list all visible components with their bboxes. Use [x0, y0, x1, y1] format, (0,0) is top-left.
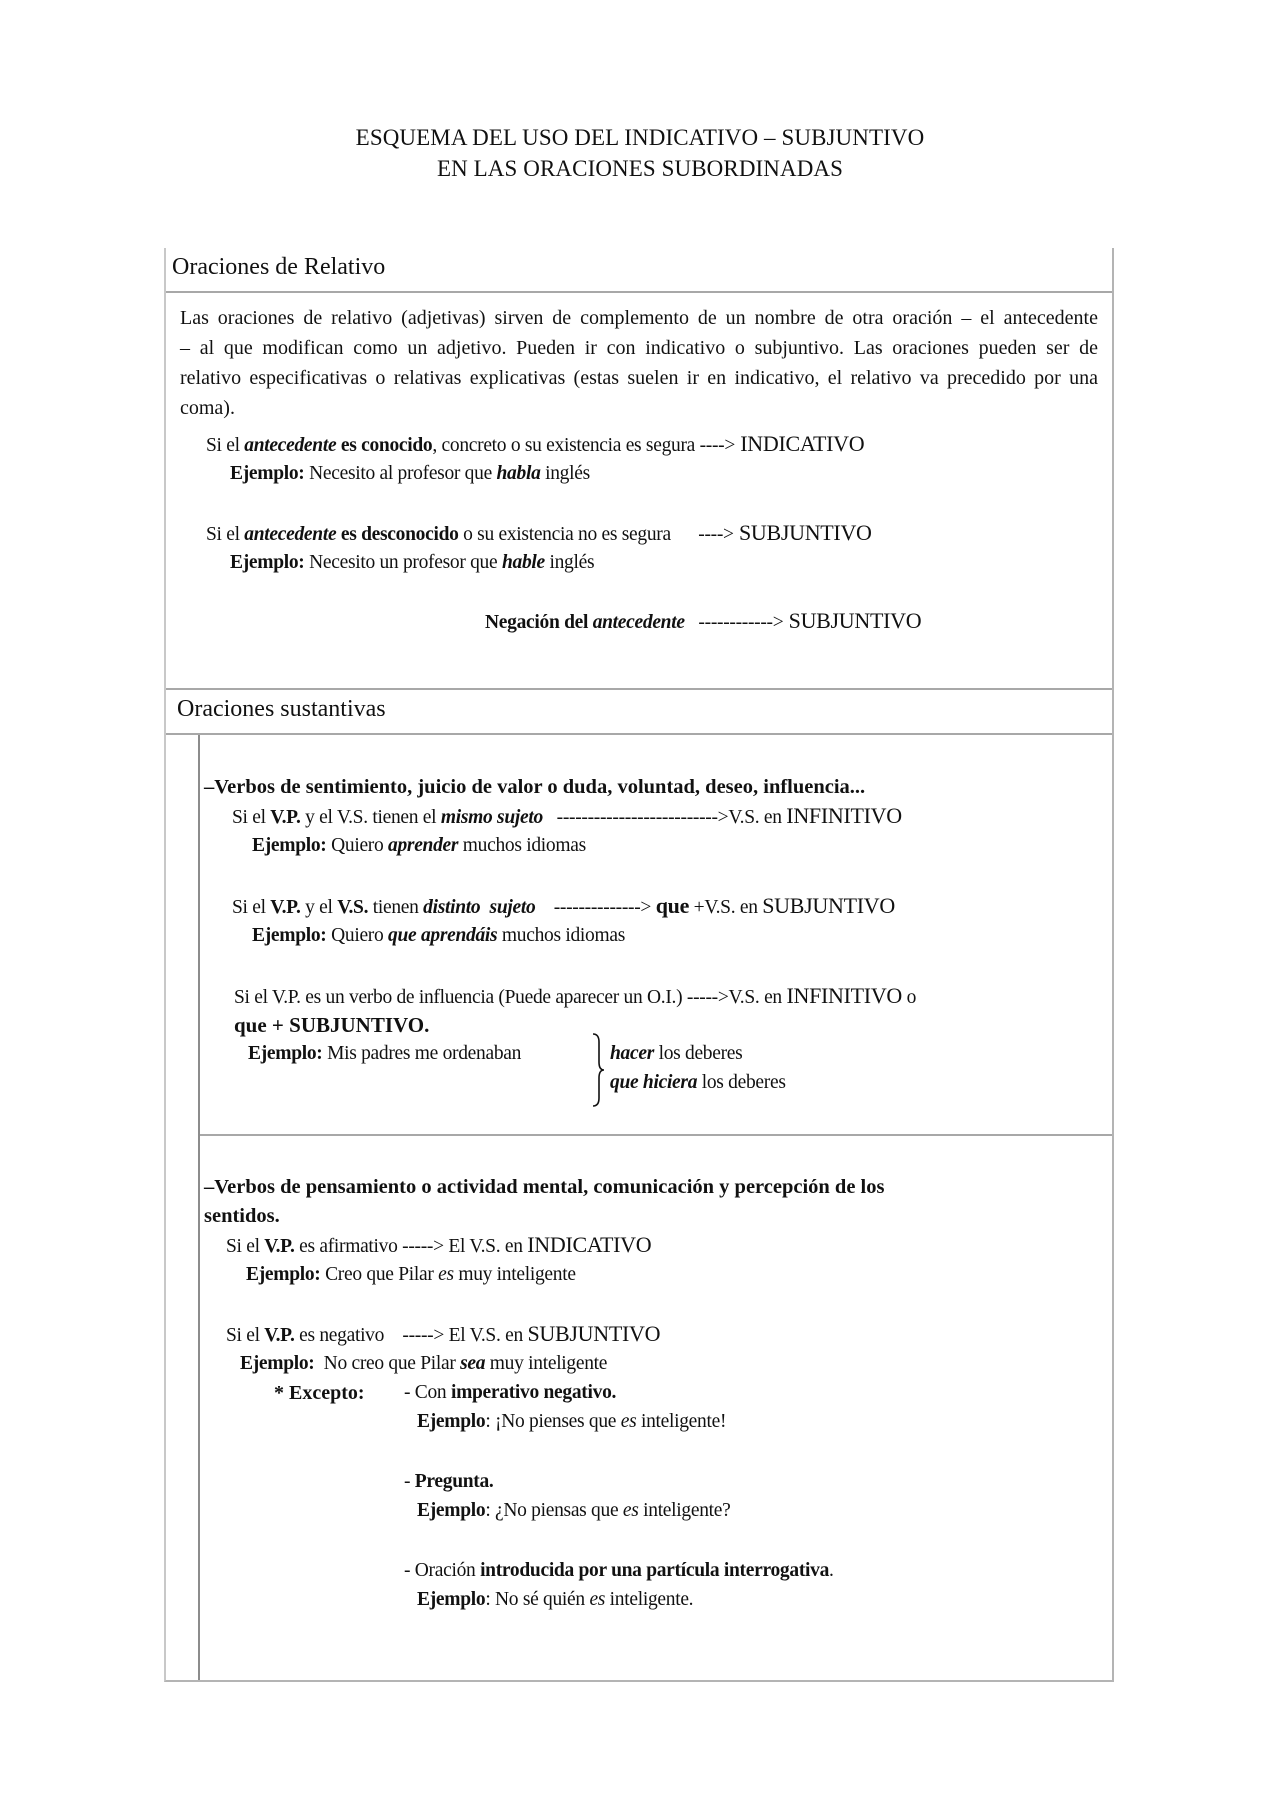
- group1-example-3: Ejemplo: Mis padres me ordenaban: [248, 1043, 522, 1064]
- exception-2: - Pregunta.: [404, 1471, 494, 1492]
- group2-heading-line-1: –Verbos de pensamiento o actividad mental, comunicación y percepción de los: [204, 1176, 885, 1198]
- group2-rule-2: Si el V.P. es negativo -----> El V.S. en SUBJUNTIVO: [226, 1321, 661, 1346]
- group2-rule-1: Si el V.P. es afirmativo -----> El V.S. en INDICATIVO: [226, 1232, 652, 1257]
- exception-3-example: Ejemplo: No sé quién es inteligente.: [417, 1589, 694, 1610]
- exception-1-example: Ejemplo: ¡No pienses que es inteligente!: [417, 1411, 727, 1432]
- curly-brace-icon: [591, 1032, 605, 1108]
- group1-rule-3: Si el V.P. es un verbo de influencia (Puede aparecer un O.I.) ----->V.S. en INFINITIVO o: [234, 983, 917, 1008]
- group2-heading-line-2: sentidos.: [204, 1205, 280, 1227]
- group1-heading: –Verbos de sentimiento, juicio de valor o duda, voluntad, deseo, influencia...: [204, 776, 866, 798]
- relativo-content: [166, 293, 1112, 690]
- sustantivas-header-row: [166, 690, 1112, 735]
- group1-rule-3-line-2: que + SUBJUNTIVO.: [234, 1013, 430, 1037]
- group-divider: [200, 1134, 1112, 1136]
- scheme-table: [164, 248, 1114, 1682]
- exception-1: - Con imperativo negativo.: [404, 1382, 617, 1403]
- relativo-example-1: Ejemplo: Necesito al profesor que habla inglés: [230, 463, 590, 484]
- sustantivas-heading: Oraciones sustantivas: [177, 696, 386, 722]
- document-title: [0, 122, 1280, 184]
- exception-2-example: Ejemplo: ¿No piensas que es inteligente?: [417, 1500, 731, 1521]
- relativo-example-2: Ejemplo: Necesito un profesor que hable inglés: [230, 552, 595, 573]
- group1-rule-2: Si el V.P. y el V.S. tienen distinto sujeto --------------> que +V.S. en SUBJUNTIVO: [232, 893, 895, 918]
- relativo-header-row: [166, 248, 1112, 293]
- group1-rule-1: Si el V.P. y el V.S. tienen el mismo sujeto -------------------------->V.S. en INFINITIVO: [232, 803, 902, 828]
- title-line-1: ESQUEMA DEL USO DEL INDICATIVO – SUBJUNTIVO: [355, 125, 925, 150]
- group1-example-2: Ejemplo: Quiero que aprendáis muchos idiomas: [252, 925, 626, 946]
- title-line-2: EN LAS ORACIONES SUBORDINADAS: [436, 156, 844, 181]
- group2-example-1: Ejemplo: Creo que Pilar es muy inteligente: [246, 1264, 576, 1285]
- relativo-heading: Oraciones de Relativo: [172, 254, 386, 280]
- group2-example-2: Ejemplo: No creo que Pilar sea muy inteligente: [240, 1353, 608, 1374]
- result-subjuntivo: SUBJUNTIVO: [733, 520, 872, 545]
- group1-option-2: que hiciera los deberes: [610, 1072, 786, 1093]
- relativo-rule-1: Si el antecedente es conocido, concreto o su existencia es segura ----> INDICATIVO: [206, 431, 865, 456]
- exceptions-label: * Excepto:: [274, 1382, 365, 1404]
- sustantivas-inner-cell: [198, 735, 1112, 1680]
- sustantivas-content: [166, 735, 1112, 1680]
- relativo-rule-2: Si el antecedente es desconocido o su existencia no es segura ----> SUBJUNTIVO: [206, 520, 872, 545]
- relativo-rule-3: Negación del antecedente ------------> SUBJUNTIVO: [485, 608, 922, 633]
- exception-3: - Oración introducida por una partícula interrogativa.: [404, 1560, 834, 1581]
- group1-option-1: hacer los deberes: [610, 1043, 743, 1064]
- group1-example-1: Ejemplo: Quiero aprender muchos idiomas: [252, 835, 586, 856]
- result-indicativo: INDICATIVO: [735, 431, 865, 456]
- relativo-intro: Las oraciones de relativo (adjetivas) sirven de complemento de un nombre de otra oración – el antecedente – al que modifican como un adjetivo. Pueden ir con indicativo o subjuntivo. Las oraciones pueden ser de relativo especificativas o relativas explicativas (estas suelen ir en indicativo, el relativo va precedido por una coma).: [180, 307, 1098, 419]
